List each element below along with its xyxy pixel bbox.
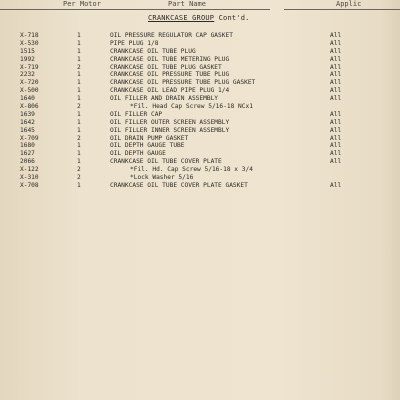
part-name: PIPE PLUG 1/8 [110,39,159,47]
part-name: CRANKCASE OIL PRESSURE TUBE PLUG [110,71,230,79]
quantity-per-motor: 2 [77,174,81,182]
part-name: *Fil. Head Cap Screw 5/16-18 NCx1 [130,103,253,111]
part-number: X-806 [20,103,39,111]
part-name: CRANKCASE OIL TUBE PLUG [110,47,196,55]
part-name: OIL FILLER INNER SCREEN ASSEMBLY [110,126,230,134]
part-number: 1680 [20,142,35,150]
table-row [0,64,400,72]
quantity-per-motor: 1 [77,142,81,150]
table-row [0,182,400,190]
quantity-per-motor: 1 [77,39,81,47]
table-row [0,48,400,56]
part-name: OIL FILLER OUTER SCREEN ASSEMBLY [110,118,230,126]
part-number: 1645 [20,126,35,134]
applicability: All [330,134,342,142]
applicability: All [330,158,342,166]
quantity-per-motor: 1 [77,181,81,189]
applicability: All [330,47,342,55]
part-name: CRANKCASE OIL TUBE PLUG GASKET [110,63,222,71]
applicability: All [330,63,342,71]
table-row [0,40,400,48]
table-row [0,79,400,87]
section-title-suffix: Cont'd. [214,14,250,22]
header-rule-left [0,9,270,10]
part-number: 1627 [20,150,35,158]
table-row [0,127,400,135]
quantity-per-motor: 1 [77,118,81,126]
quantity-per-motor: 1 [77,79,81,87]
header-per-motor: Per Motor [63,0,101,8]
table-row [0,87,400,95]
quantity-per-motor: 1 [77,55,81,63]
part-name: CRANKCASE OIL TUBE COVER PLATE [110,158,222,166]
table-row [0,119,400,127]
part-number: X-500 [20,87,39,95]
applicability: All [330,118,342,126]
quantity-per-motor: 2 [77,63,81,71]
part-number: X-720 [20,79,39,87]
applicability: All [330,87,342,95]
part-name: OIL DEPTH GAUGE [110,150,166,158]
part-number: 2066 [20,158,35,166]
table-row [0,135,400,143]
quantity-per-motor: 2 [77,103,81,111]
quantity-per-motor: 1 [77,32,81,39]
page-edge-shade [382,0,400,400]
table-row [0,111,400,119]
part-name: CRANKCASE OIL PRESSURE TUBE PLUG GASKET [110,79,256,87]
table-row [0,32,400,40]
part-number: 1992 [20,55,35,63]
part-name: OIL PRESSURE REGULATOR CAP GASKET [110,32,233,39]
header-part-name: Part Name [168,0,206,8]
table-row [0,56,400,64]
part-number: X-122 [20,166,39,174]
quantity-per-motor: 1 [77,71,81,79]
part-number: X-708 [20,181,39,189]
applicability: All [330,79,342,87]
table-row [0,150,400,158]
table-row [0,71,400,79]
part-name: OIL FILLER CAP [110,110,163,118]
part-number: 1639 [20,110,35,118]
applicability: All [330,150,342,158]
table-row [0,166,400,174]
part-number: 1515 [20,47,35,55]
quantity-per-motor: 1 [77,126,81,134]
quantity-per-motor: 1 [77,150,81,158]
part-name: CRANKCASE OIL LEAD PIPE PLUG 1/4 [110,87,230,95]
part-name: OIL FILLER AND DRAIN ASSEMBLY [110,95,219,103]
part-number: X-310 [20,174,39,182]
part-number: X-530 [20,39,39,47]
table-row [0,174,400,182]
part-number: X-719 [20,63,39,71]
parts-list [0,32,400,190]
section-title [148,14,250,22]
applicability: All [330,126,342,134]
section-title-main: CRANKCASE GROUP [148,14,215,22]
quantity-per-motor: 1 [77,110,81,118]
quantity-per-motor: 1 [77,158,81,166]
applicability: All [330,181,342,189]
quantity-per-motor: 1 [77,47,81,55]
part-number: 2232 [20,71,35,79]
part-name: OIL DRAIN PUMP GASKET [110,134,189,142]
part-name: *Fil. Hd. Cap Screw 5/16-18 x 3/4 [130,166,253,174]
part-number: 1640 [20,95,35,103]
part-number: X-718 [20,32,39,39]
part-name: *Lock Washer 5/16 [130,174,194,182]
table-row [0,103,400,111]
part-name: CRANKCASE OIL TUBE METERING PLUG [110,55,230,63]
applicability: All [330,95,342,103]
table-row [0,95,400,103]
quantity-per-motor: 2 [77,166,81,174]
applicability: All [330,110,342,118]
part-name: OIL DEPTH GAUGE TUBE [110,142,185,150]
header-applicability: Applic [336,0,362,8]
quantity-per-motor: 2 [77,134,81,142]
part-number: 1642 [20,118,35,126]
part-name: CRANKCASE OIL TUBE COVER PLATE GASKET [110,181,248,189]
table-row [0,142,400,150]
applicability: All [330,71,342,79]
applicability: All [330,55,342,63]
table-row [0,158,400,166]
part-number: X-709 [20,134,39,142]
applicability: All [330,39,342,47]
quantity-per-motor: 1 [77,95,81,103]
applicability: All [330,32,342,39]
quantity-per-motor: 1 [77,87,81,95]
applicability: All [330,142,342,150]
